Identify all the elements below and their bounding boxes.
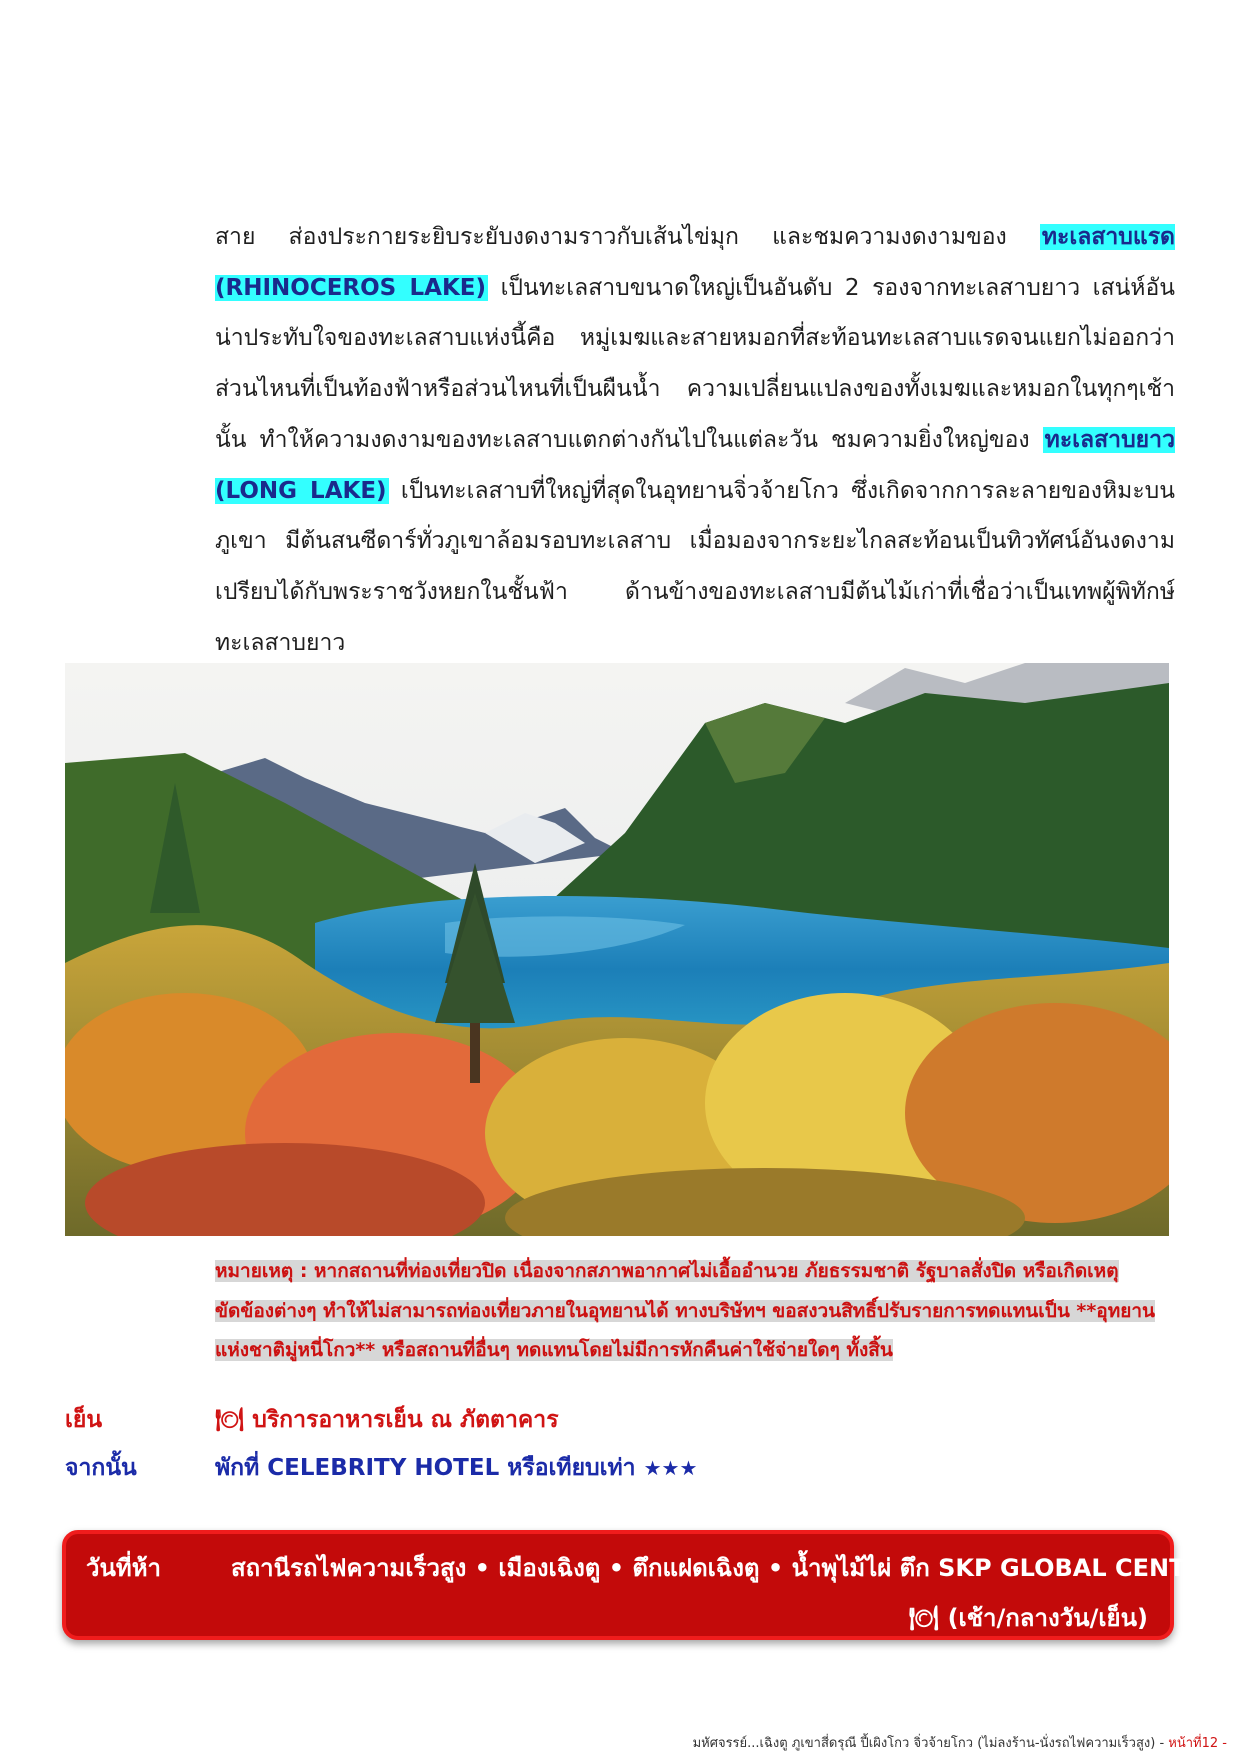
body-paragraph	[215, 212, 1175, 668]
day-meals-text: (เช้า/กลางวัน/เย็น)	[947, 1604, 1148, 1632]
day-title: สถานีรถไฟความเร็วสูง • เมืองเฉิงตู • ตึกแฝดเฉิงตู • น้ำพุไม้ไผ่ ตึก SKP GLOBAL CENTER	[231, 1554, 1221, 1582]
dinner-text: บริการอาหารเย็น ณ ภัตตาคาร	[252, 1407, 559, 1433]
day-label: วันที่ห้า	[86, 1554, 161, 1582]
highlight-rhinoceros-lake: ทะเลสาบแรด (RHINOCEROS LAKE)	[215, 224, 1175, 301]
remark-note-text: หมายเหตุ : หากสถานที่ท่องเที่ยวปิด เนื่องจากสภาพอากาศไม่เอื้ออำนวย ภัยธรรมชาติ รัฐบาลสั่งปิด หรือเกิดเหตุขัดข้องต่างๆ ทำให้ไม่สามารถท่องเที่ยวภายในอุทยานได้ ทางบริษัทฯ ขอสงวนสิทธิ์ปรับรายการทดแทนเป็น **อุทยานแห่งชาติมู่หนี่โกว** หรือสถานที่อื่นๆ ทดแทนโดยไม่มีการหักคืนค่าใช้จ่ายใดๆ ทั้งสิ้น	[215, 1260, 1156, 1361]
dish-icon: 🍽	[215, 1407, 245, 1433]
dinner-text-group	[215, 1402, 559, 1438]
hotel-text-group	[215, 1450, 697, 1486]
highlight-long-lake: ทะเลสาบยาว (LONG LAKE)	[215, 426, 1175, 504]
body-text-part1: สาย ส่องประกายระยิบระยับงดงามราวกับเส้นไข่มุก และชมความงดงามของ	[215, 224, 1040, 250]
dinner-label: เย็น	[65, 1407, 103, 1433]
lake-landscape-photo	[65, 663, 1169, 1236]
remark-note	[215, 1252, 1173, 1371]
day-meals	[909, 1598, 1148, 1637]
star-rating: ★★★	[643, 1456, 698, 1480]
page-number: หน้าที่12 -	[1168, 1736, 1227, 1751]
page-footer	[693, 1732, 1227, 1753]
body-text-part3: เป็นทะเลสาบที่ใหญ่ที่สุดในอุทยานจิ่วจ้ายโกว ซึ่งเกิดจากการละลายของหิมะบนภูเขา มีต้นสนซีดาร์ทั่วภูเขาล้อมรอบทะเลสาบ เมื่อมองจากระยะไกลสะท้อนเป็นทิวทัศน์อันงดงามเปรียบได้กับพระราชวังหยกในชั้นฟ้า ด้านข้างของทะเลสาบมีต้นไม้เก่าที่เชื่อว่าเป็นเทพผู้พิทักษ์ทะเลสาบยาว	[215, 477, 1175, 656]
then-label: จากนั้น	[65, 1455, 137, 1481]
dish-icon: 🍽	[908, 1604, 940, 1632]
hotel-text: พักที่ CELEBRITY HOTEL หรือเทียบเท่า	[215, 1455, 636, 1481]
day-five-banner	[62, 1530, 1221, 1640]
footer-text: มหัศจรรย์...เฉิงตู ภูเขาสี่ดรุณี ปี้เผิงโกว จิ่วจ้ายโกว (ไม่ลงร้าน-นั่งรถไฟความเร็วสูง) -	[692, 1736, 1169, 1751]
body-text-part2: เป็นทะเลสาบขนาดใหญ่เป็นอันดับ 2 รองจากทะเลสาบยาว เสน่ห์อันน่าประทับใจของทะเลสาบแห่งนี้คือ หมู่เมฆและสายหมอกที่สะท้อนทะเลสาบแรดจนแยกไม่ออกว่าส่วนไหนที่เป็นท้องฟ้าหรือส่วนไหนที่เป็นผืนน้ำ ความเปลี่ยนแปลงของทั้งเมฆและหมอกในทุกๆเช้านั้น ทำให้ความงดงามของทะเลสาบแตกต่างกันไปในแต่ละวัน ชมความยิ่งใหญ่ของ	[215, 274, 1175, 453]
